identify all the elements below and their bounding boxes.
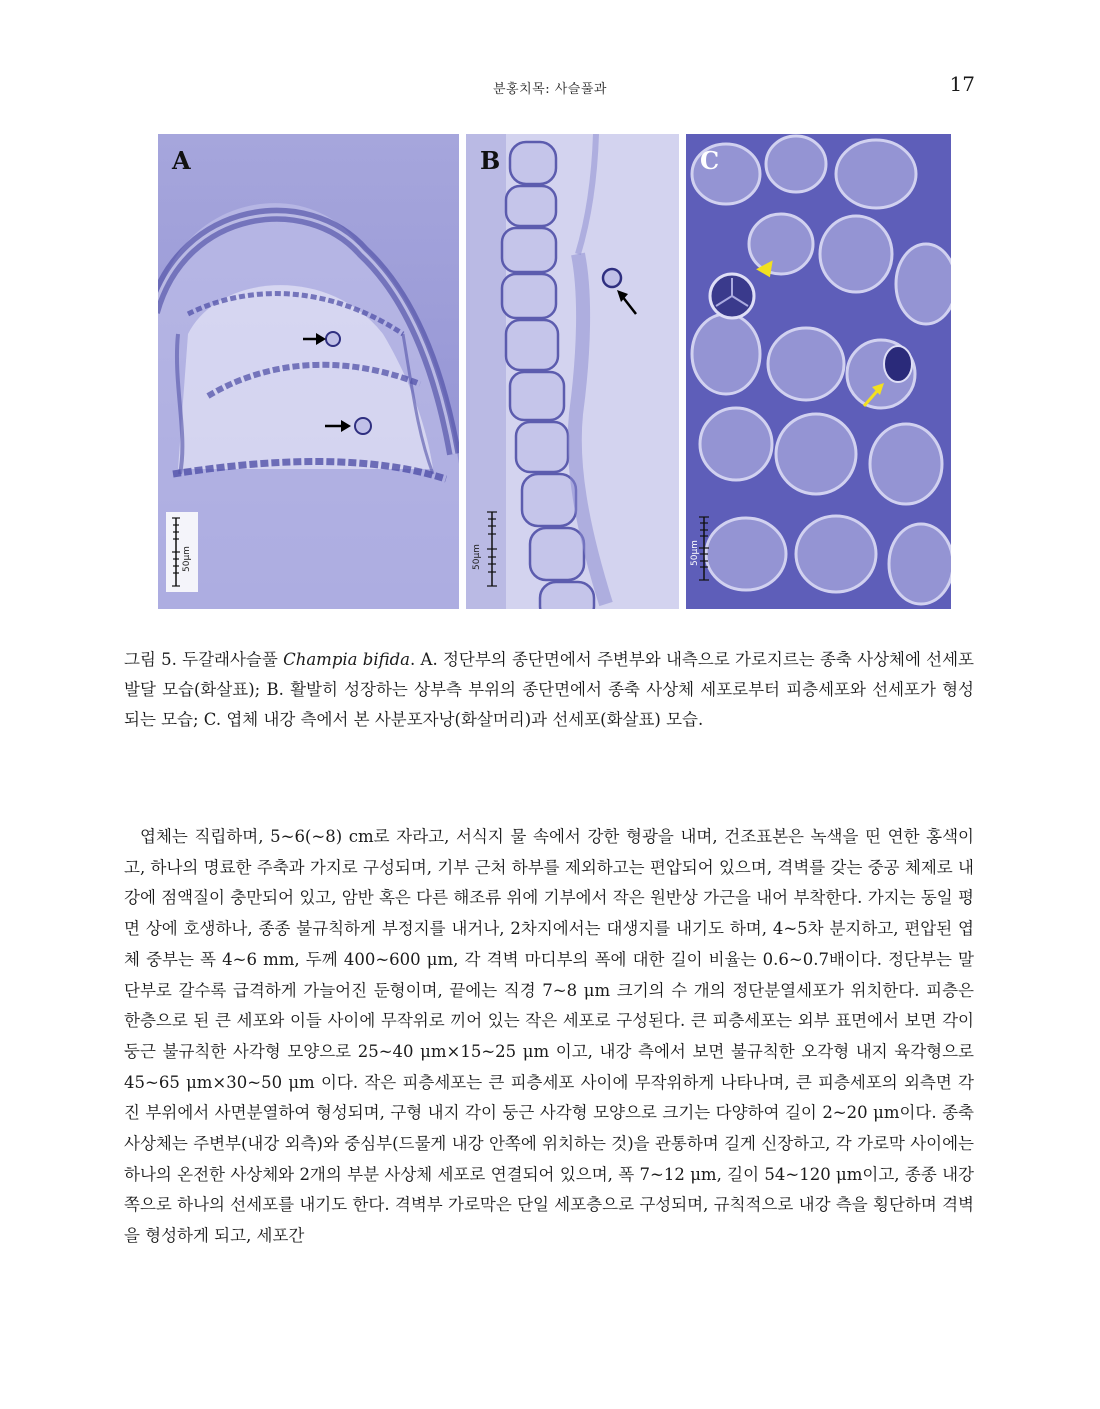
scale-label-b: 50μm <box>472 544 482 570</box>
micrograph-a-image <box>158 134 459 609</box>
panel-letter-b: B <box>480 146 501 175</box>
scale-label-a: 50μm <box>182 546 192 572</box>
figure-caption <box>124 645 974 735</box>
panel-letter-c: C <box>700 146 720 175</box>
figure-5 <box>158 134 951 609</box>
page-number: 17 <box>949 72 975 96</box>
body-paragraph: 엽체는 직립하며, 5~6(~8) cm로 자라고, 서식지 물 속에서 강한 형광을 내며, 건조표본은 녹색을 띤 연한 홍색이고, 하나의 명료한 주축과 가지로 구성되며, 기부 근처 하부를 제외하고는 편압되어 있으며, 격벽를 갖는 중공 체제로 내강에 점액질이 충만되어 있고, 암반 혹은 다른 해조류 위에 기부에서 작은 원반상 가근을 내어 부착한다. 가지는 동일 평면 상에 호생하나, 종종 불규칙하게 부정지를 내거나, 2차지에서는 대생지를 내기도 하며, 4~5차 분지하고, 편압된 엽체 중부는 폭 4~6 mm, 두께 400~600 μm, 각 격벽 마디부의 폭에 대한 길이 비율는 0.6~0.7배이다. 정단부는 말단부로 갈수록 급격하게 가늘어진 둔형이며, 끝에는 직경 7~8 μm 크기의 수 개의 정단분열세포가 위치한다. 피층은 한층으로 된 큰 세포와 이들 사이에 무작위로 끼어 있는 작은 세포로 구성된다. 큰 피층세포는 외부 표면에서 보면 각이 둥근 불규칙한 사각형 모양으로 25~40 μm×15~25 μm 이고, 내강 측에서 보면 불규칙한 오각형 내지 육각형으로 45~65 μm×30~50 μm 이다. 작은 피층세포는 큰 피층세포 사이에 무작위하게 나타나며, 큰 피층세포의 외측면 각진 부위에서 사면분열하여 형성되며, 구형 내지 각이 둥근 사각형 모양으로 크기는 다양하여 길이 2~20 μm이다. 종축 사상체는 주변부(내강 외측)와 중심부(드물게 내강 안쪽에 위치하는 것)을 관통하며 길게 신장하고, 각 가로막 사이에는 하나의 온전한 사상체와 2개의 부분 사상체 세포로 연결되어 있으며, 폭 7~12 μm, 길이 54~120 μm이고, 종종 내강 쪽으로 하나의 선세포를 내기도 한다. 격벽부 가로막은 단일 세포층으로 구성되며, 규칙적으로 내강 측을 횡단하며 격벽을 형성하게 되고, 세포간 <box>124 827 974 1246</box>
scale-label-c: 50μm <box>690 540 700 566</box>
running-title: 분홍치목: 사슬풀과 <box>493 82 607 97</box>
micrograph-panel-a <box>158 134 459 609</box>
micrograph-panel-c <box>686 134 951 609</box>
micrograph-panel-b <box>466 134 679 609</box>
micrograph-c-image <box>686 134 951 609</box>
panel-letter-a: A <box>172 146 191 175</box>
caption-species: Champia bifida <box>283 650 411 669</box>
micrograph-b-image <box>466 134 679 609</box>
caption-text: . A. 정단부의 종단면에서 주변부와 내측으로 가로지르는 종축 사상체에 선세포 발달 모습(화살표); B. 활발히 성장하는 상부측 부위의 종단면에서 종축 사상체 세포로부터 피층세포와 선세포가 형성되는 모습; C. 엽체 내강 측에서 본 사분포자낭(화살머리)과 선세포(화살표) 모습. <box>124 650 974 729</box>
caption-prefix: 그림 5. 두갈래사슬풀 <box>124 650 284 669</box>
